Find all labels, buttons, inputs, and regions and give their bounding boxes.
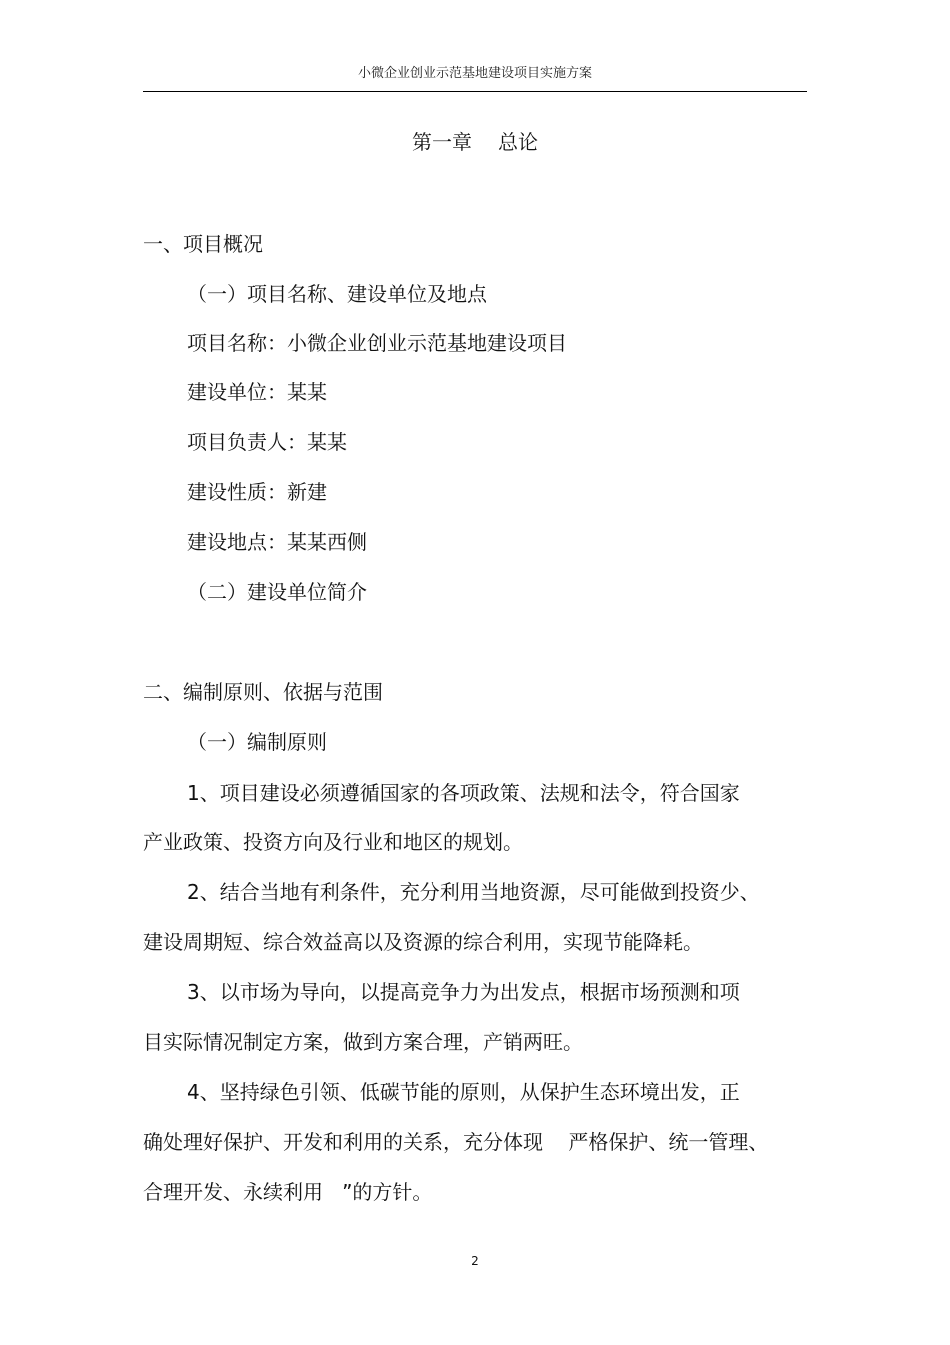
running-header: 小微企业创业示范基地建设项目实施方案 — [357, 66, 592, 81]
subsection-heading: （二）建设单位简介 — [187, 580, 367, 604]
chapter-number: 第一章 — [412, 130, 472, 154]
chapter-name: 总论 — [498, 130, 538, 154]
chapter-title — [0, 128, 950, 156]
principle-2-line-2: 建设周期短、综合效益高以及资源的综合利用，实现节能降耗。 — [143, 930, 703, 954]
construction-nature-line: 建设性质：新建 — [187, 480, 327, 504]
principle-3-line-2: 目实际情况制定方案，做到方案合理，产销两旺。 — [143, 1030, 583, 1054]
principle-3-line-1: 3、以市场为导向，以提高竞争力为出发点，根据市场预测和项 — [187, 980, 740, 1004]
construction-site-line: 建设地点：某某西侧 — [187, 530, 367, 554]
principle-4-line-2: 确处理好保护、开发和利用的关系，充分体现 严格保护、统一管理、 — [143, 1130, 769, 1154]
project-lead-line: 项目负责人：某某 — [187, 430, 347, 454]
page-number: 2 — [471, 1254, 479, 1268]
principle-4-line-1: 4、坚持绿色引领、低碳节能的原则，从保护生态环境出发，正 — [187, 1080, 740, 1104]
project-name-line: 项目名称：小微企业创业示范基地建设项目 — [187, 331, 567, 355]
principle-1-line-1: 1、项目建设必须遵循国家的各项政策、法规和法令，符合国家 — [187, 781, 740, 805]
builder-line: 建设单位：某某 — [187, 380, 327, 404]
section-heading: 二、编制原则、依据与范围 — [143, 680, 383, 704]
subsection-heading: （一）项目名称、建设单位及地点 — [187, 282, 487, 306]
principle-1-line-2: 产业政策、投资方向及行业和地区的规划。 — [143, 830, 523, 854]
header-rule — [143, 91, 807, 92]
section-heading: 一、项目概况 — [143, 232, 263, 256]
subsection-heading: （一）编制原则 — [187, 730, 327, 754]
principle-4-line-3: 合理开发、永续利用 ”的方针。 — [143, 1180, 433, 1204]
principle-2-line-1: 2、结合当地有利条件，充分利用当地资源，尽可能做到投资少、 — [187, 880, 760, 904]
